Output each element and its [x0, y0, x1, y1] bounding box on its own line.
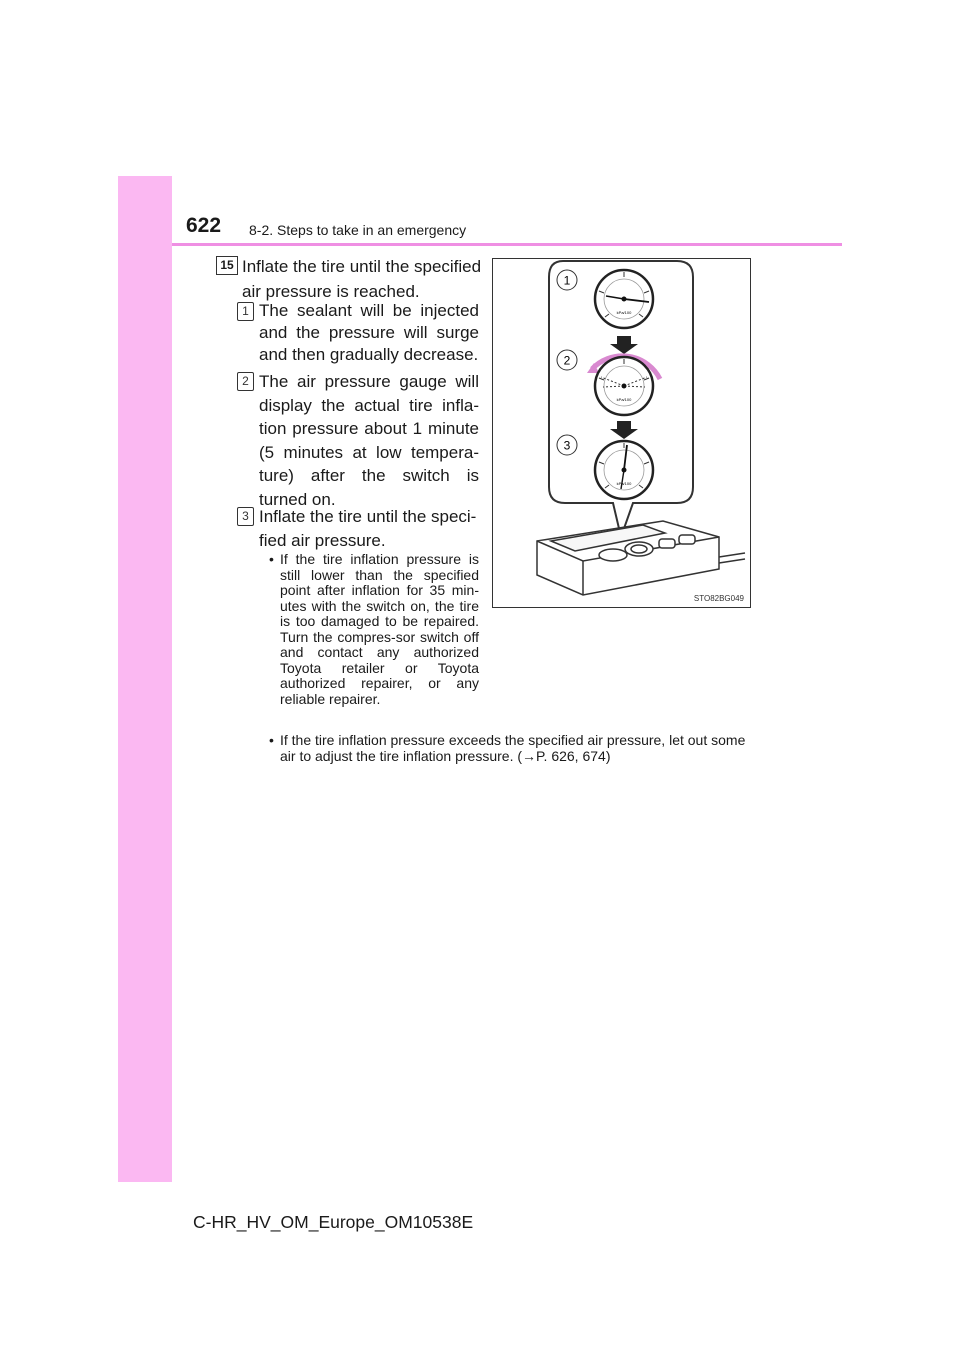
bullet-item	[269, 551, 479, 707]
substep-badge-3: 3	[237, 507, 254, 526]
callout-label-1: 1	[563, 273, 571, 288]
bullet-text-1: If the tire inflation pressure is still lower than the specified point after inflation for 35 min-utes with the switch on, the tire is too damaged to be repaired. Turn the compres-sor switch off and contact any authorized Toyota retailer or Toyota authorized repairer, or any reliable repairer.	[280, 551, 479, 707]
figure-code: STO82BG049	[693, 594, 744, 603]
callout-circle-3	[557, 435, 577, 455]
pressure-gauge-3	[595, 441, 653, 499]
compressor-unit	[537, 521, 745, 595]
substep-text-2: The air pressure gauge will display the actual tire infla-tion pressure about 1 minute (5 minutes at low tempera-ture) after the switch is turned on.	[259, 372, 479, 509]
footer-doc-id: C-HR_HV_OM_Europe_OM10538E	[193, 1212, 474, 1232]
callout-label-2: 2	[563, 353, 571, 368]
bullet-item	[269, 732, 760, 764]
gauge-unit-label-2: kPa/100	[616, 397, 632, 402]
substep-text-3: Inflate the tire until the speci-fied air pressure.	[259, 507, 477, 550]
step-number-badge: 15	[216, 256, 238, 275]
header-rule	[172, 243, 842, 246]
bullet-dot: •	[269, 732, 274, 748]
bullet-dot: •	[269, 551, 274, 567]
gauge-unit-label-1: kPa/100	[616, 310, 632, 315]
bullet-text-2: If the tire inflation pressure exceeds the specified air pressure, let out some air to adjust the tire inflation pressure. (→P. 626, 674)	[280, 732, 746, 764]
callout-label-3: 3	[563, 438, 571, 453]
gauge-unit-label-3: kPa/100	[616, 481, 632, 486]
substep-badge-2: 2	[237, 372, 254, 391]
substep-badge-1: 1	[237, 302, 254, 321]
illustration-tire-repair-kit	[492, 258, 751, 608]
compressor-gauge-drawing	[493, 259, 750, 607]
side-color-band	[118, 176, 172, 1182]
callout-circle-1	[557, 270, 577, 290]
page-number: 622	[186, 214, 222, 237]
section-title: 8-2. Steps to take in an emergency	[249, 222, 467, 238]
substep-text-1: The sealant will be injected and the pressure will surge and then gradually decrease.	[259, 301, 479, 364]
pressure-gauge-2	[595, 357, 653, 415]
pressure-gauge-1	[595, 270, 653, 328]
callout-circle-2	[557, 350, 577, 370]
step-title: Inflate the tire until the specified air pressure is reached.	[242, 257, 482, 301]
